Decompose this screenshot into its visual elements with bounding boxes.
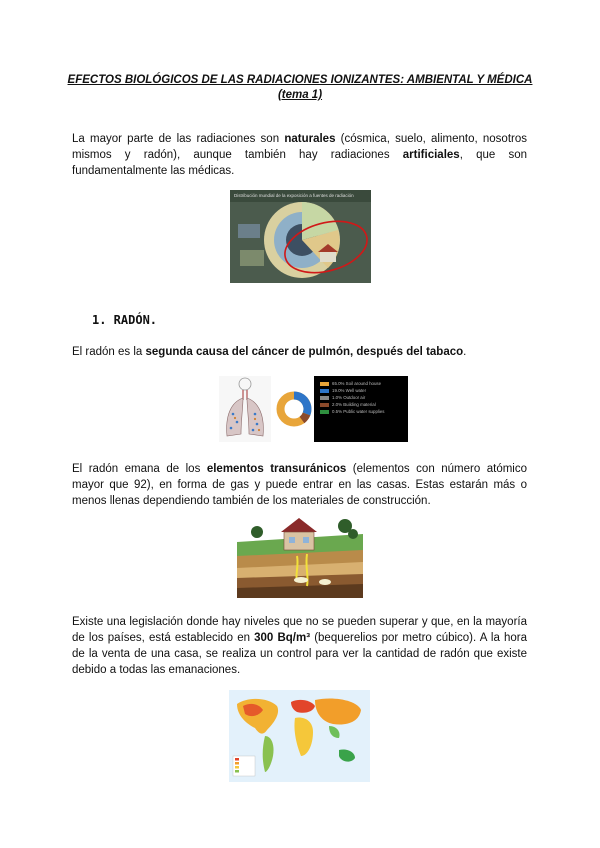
- lungs-illustration: [219, 376, 271, 442]
- radon-sources-donut: [275, 376, 313, 442]
- donut-chart: [275, 376, 313, 442]
- legend-label: 1.0% Outdoor air: [332, 395, 366, 400]
- legend-swatch: [320, 403, 329, 407]
- radon-sources-legend: [314, 376, 408, 442]
- legend-label: 19.0% Well water: [332, 388, 367, 393]
- emphasis-lung-cancer: segunda causa del cáncer de pulmón, después del tabaco: [145, 346, 464, 358]
- legislation-paragraph: Existe una legislación donde hay niveles que no se pueden superar y que, en la mayoría de los países, está establecido en 300 Bq/m³ (bequerelios por metro cúbico). A la hora de la venta de una casa, se realiza un control para ver la cantidad de radón que existe debido a todas las emanaciones.: [72, 616, 528, 676]
- emphasis-bq-limit: 300 Bq/m³: [254, 632, 311, 644]
- radon-ground-house-illustration: [237, 512, 363, 598]
- legend-swatch: [320, 389, 329, 393]
- document-title: EFECTOS BIOLÓGICOS DE LAS RADIACIONES IONIZANTES: AMBIENTAL Y MÉDICA: [67, 74, 533, 86]
- donut-segment-building: [302, 414, 307, 420]
- emphasis-artificiales: artificiales: [402, 149, 460, 161]
- house-soil-cross-section: [237, 512, 363, 598]
- document-subtitle: (tema 1): [277, 89, 323, 101]
- radiation-sources-illustration: [230, 190, 371, 283]
- radiation-sources-figure: [230, 190, 371, 283]
- world-map: [229, 690, 370, 782]
- legend-label: 2.0% Building material: [332, 402, 376, 407]
- radon-cancer-paragraph: El radón es la segunda causa del cáncer de pulmón, después del tabaco.: [72, 346, 467, 358]
- emphasis-transuranicos: elementos transuránicos: [206, 463, 347, 475]
- legend-swatch: [320, 382, 329, 386]
- lungs-icon: [219, 376, 271, 442]
- legend-label: 65.0% Soil around house: [332, 381, 382, 386]
- legend-label: 0.5% Public water supplies: [332, 409, 385, 414]
- emphasis-naturales: naturales: [284, 133, 336, 145]
- section-heading-radon: 1. RADÓN.: [92, 313, 158, 327]
- figure-caption: Distribución mundial de la exposición a fuentes de radiación: [234, 193, 354, 198]
- intro-paragraph: La mayor parte de las radiaciones son naturales (cósmica, suelo, alimento, nosotros mismos y radón), aunque también hay radiaciones artificiales, que son fundamentalmente las médicas.: [72, 133, 527, 177]
- radon-origin-paragraph: El radón emana de los elementos transuránicos (elementos con número atómico mayor que 92), en forma de gas y puede entrar en las casas. Estas estarán más o menos llenas dependiendo también de los materiales de construcción.: [72, 463, 527, 507]
- world-radon-map: [229, 690, 370, 782]
- legend-swatch: [320, 410, 329, 414]
- legend-swatch: [320, 396, 329, 400]
